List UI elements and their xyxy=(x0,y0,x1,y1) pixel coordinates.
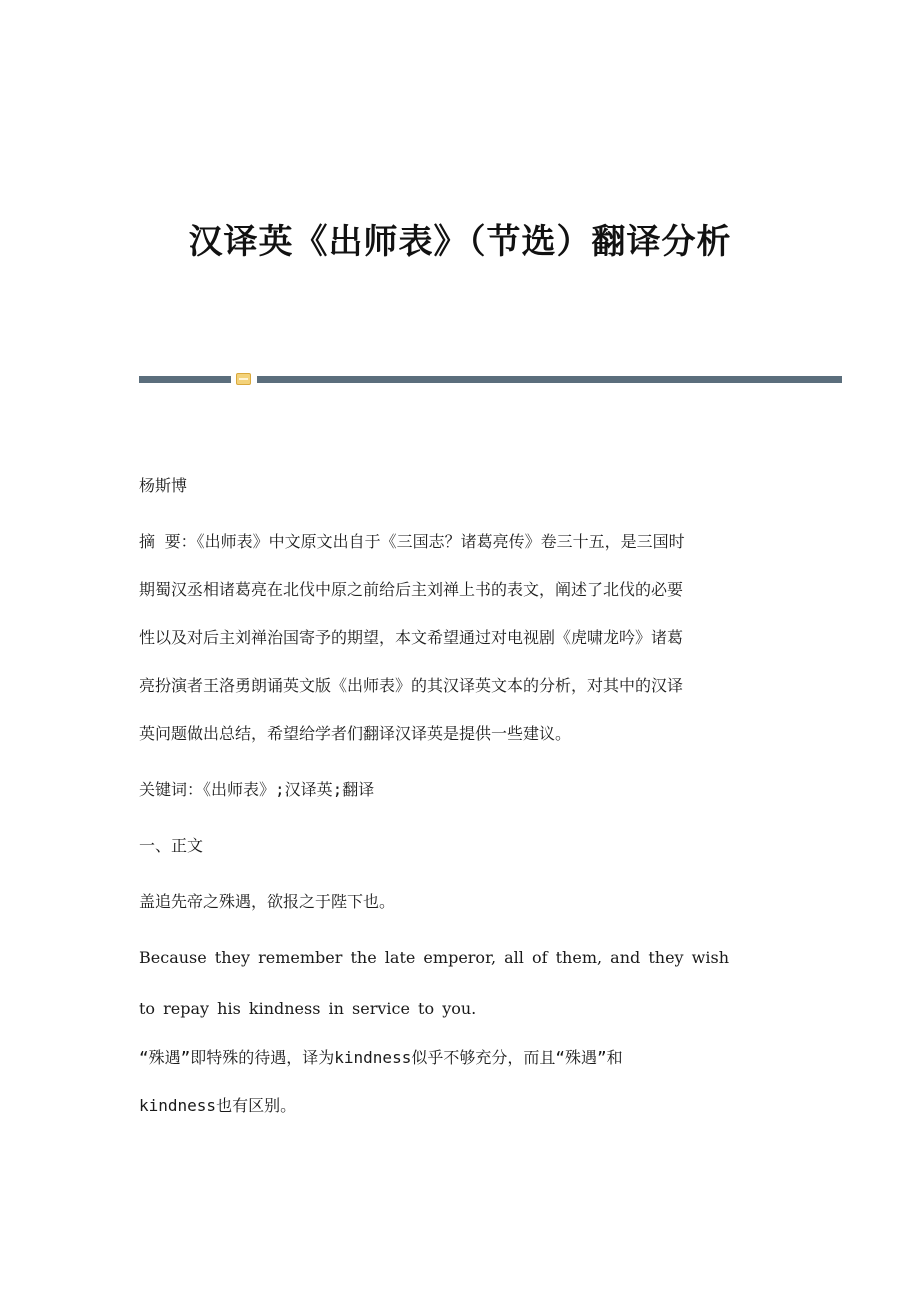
author-name: 杨斯博 xyxy=(139,476,188,495)
abstract-line: 摘 要：《出师表》中文原文出自于《三国志？诸葛亮传》卷三十五，是三国时 xyxy=(139,532,685,551)
abstract-line: 亮扮演者王洛勇朗诵英文版《出师表》的其汉译英文本的分析，对其中的汉译 xyxy=(139,676,684,695)
section-heading: 一、正文 xyxy=(139,836,204,855)
translation-line: to repay his kindness in service to you. xyxy=(139,999,477,1018)
abstract xyxy=(139,518,789,758)
commentary-line: kindness也有区别。 xyxy=(139,1096,297,1115)
source-sentence: 盖追先帝之殊遇，欲报之于陛下也。 xyxy=(139,892,396,911)
keywords: 关键词：《出师表》;汉译英;翻译 xyxy=(139,780,375,799)
abstract-line: 性以及对后主刘禅治国寄予的期望，本文希望通过对电视剧《虎啸龙吟》诸葛 xyxy=(139,628,684,647)
document-body xyxy=(139,462,789,1130)
abstract-line: 英问题做出总结，希望给学者们翻译汉译英是提供一些建议。 xyxy=(139,724,572,743)
commentary-line: “殊遇”即特殊的待遇，译为kindness似乎不够充分，而且“殊遇”和 xyxy=(139,1048,623,1067)
translation-line: Because they remember the late emperor, all of them, and they wish xyxy=(139,948,729,967)
divider-bar-right xyxy=(257,376,842,383)
divider-ornament-icon xyxy=(236,373,251,385)
commentary xyxy=(139,1034,789,1130)
title-divider xyxy=(139,373,842,385)
english-translation xyxy=(139,932,789,1034)
abstract-line: 期蜀汉丞相诸葛亮在北伐中原之前给后主刘禅上书的表文，阐述了北伐的必要 xyxy=(139,580,684,599)
divider-bar-left xyxy=(139,376,231,383)
document-title: 汉译英《出师表》（节选）翻译分析 xyxy=(188,222,732,262)
